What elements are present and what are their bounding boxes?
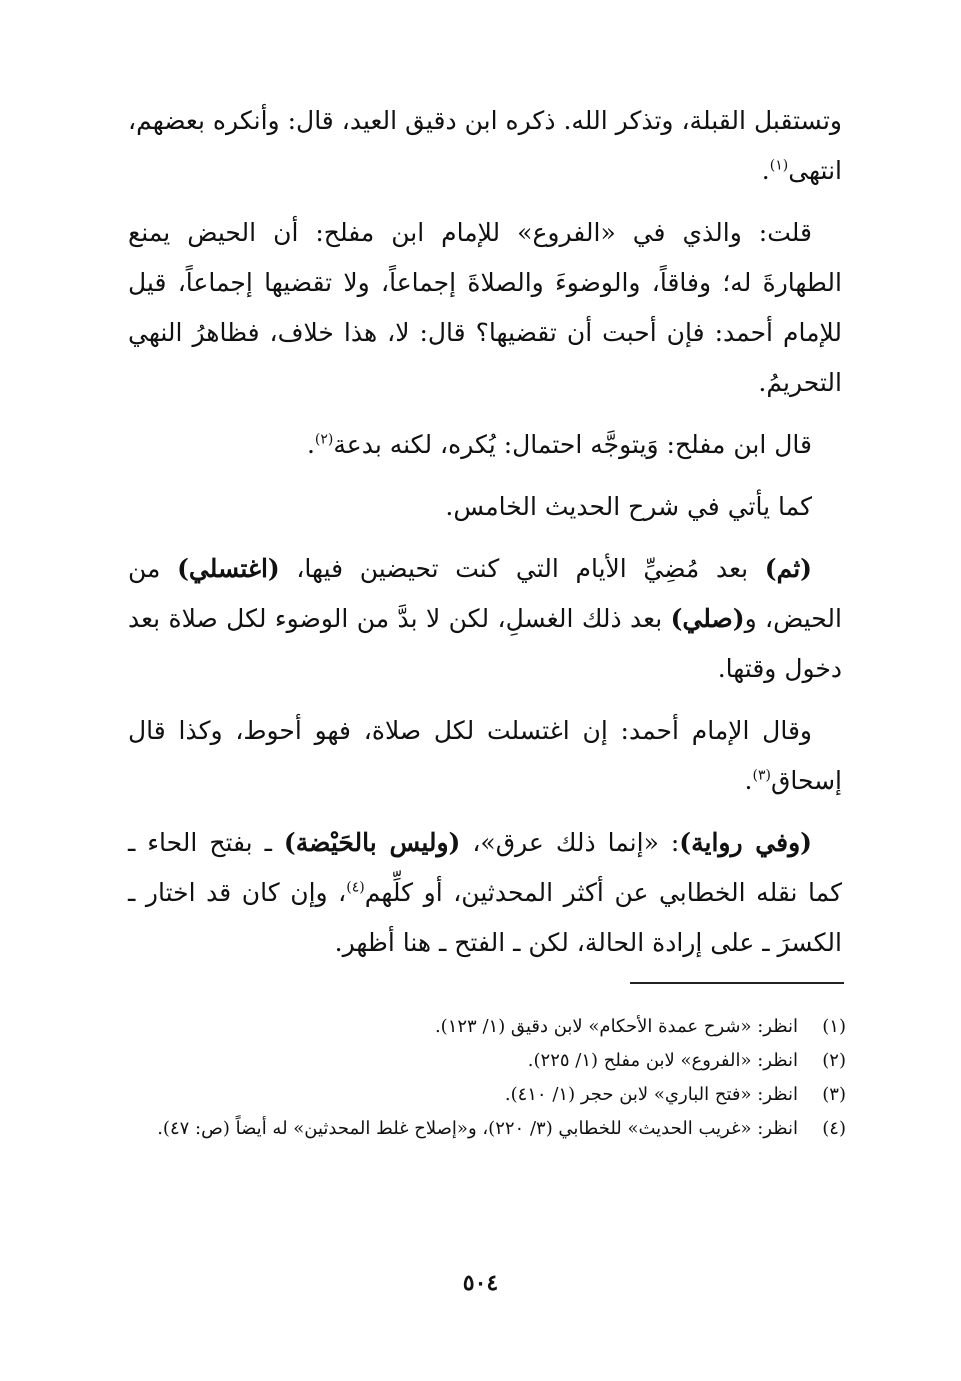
bold-phrase: (وفي رواية) [679, 828, 812, 857]
text-segment: وتستقبل القبلة، وتذكر الله. ذكره ابن دقيق العيد، قال: وأنكره بعضهم، انتهى [128, 106, 842, 185]
paragraph [128, 482, 842, 532]
main-text [128, 96, 842, 980]
footnote-item [128, 1112, 846, 1146]
paragraph [128, 818, 842, 968]
footnote-reference: (٢) [314, 431, 334, 448]
page-number: ٥٠٤ [462, 1270, 499, 1296]
paragraph [128, 706, 842, 806]
footnote-number: (٢) [822, 1050, 846, 1071]
text-segment: قال ابن مفلح: وَيتوجَّه احتمال: يُكره، لكنه بدعة [333, 430, 812, 459]
text-segment: كما يأتي في شرح الحديث الخامس. [445, 492, 812, 521]
footnote-item [128, 1078, 846, 1112]
footnote-number: (١) [822, 1016, 846, 1037]
text-segment: وقال الإمام أحمد: إن اغتسلت لكل صلاة، فهو أحوط، وكذا قال إسحاق [128, 716, 842, 795]
footnote-text: انظر: «فتح الباري» لابن حجر (١/ ٤١٠). [504, 1084, 798, 1105]
text-segment: . [744, 766, 753, 795]
footnotes [128, 1010, 846, 1146]
text-segment: من الحيض، و [128, 554, 842, 633]
footnote-reference: (١) [769, 157, 789, 174]
text-segment: : «إنما ذلك عرق»، [460, 828, 680, 857]
footnote-reference: (٣) [752, 767, 771, 784]
text-segment: قلت: والذي في «الفروع» للإمام ابن مفلح: أن الحيض يمنع الطهارةَ له؛ وفاقاً، والوضوءَ والصلاةَ إجماعاً، ولا تقضيها إجماعاً، قيل للإمام أحمد: فإن أحبت أن تقضيها؟ قال: لا، هذا خلاف، فظاهرُ النهي التحريمُ. [128, 218, 842, 397]
footnote-number: (٤) [822, 1118, 846, 1139]
paragraph [128, 208, 842, 408]
bold-phrase: (ثم) [764, 554, 812, 583]
bold-phrase: (اغتسلي) [177, 554, 280, 583]
footnote-number: (٣) [822, 1084, 846, 1105]
footnote-text: انظر: «شرح عمدة الأحكام» لابن دقيق (١/ ١٢٣). [434, 1016, 798, 1037]
footnote-text: انظر: «الفروع» لابن مفلح (١/ ٢٢٥). [527, 1050, 798, 1071]
bold-phrase: (صلي) [670, 604, 745, 633]
footnote-item [128, 1044, 846, 1078]
text-segment: ، وإن كان قد اختار ـ الكسرَ ـ على إرادة الحالة، لكن ـ الفتح ـ هنا أظهر. [128, 878, 842, 957]
footnote-separator [630, 982, 844, 984]
footnote-text: انظر: «غريب الحديث» للخطابي (٣/ ٢٢٠)، و«إصلاح غلط المحدثين» له أيضاً (ص: ٤٧). [157, 1118, 798, 1139]
paragraph [128, 96, 842, 196]
text-segment: بعد ذلك الغسلِ، لكن لا بدَّ من الوضوء لكل صلاة بعد دخول وقتها. [128, 604, 842, 683]
footnote-reference: (٤) [346, 879, 365, 896]
text-segment: . [761, 156, 770, 185]
paragraph [128, 544, 842, 694]
text-segment: بعد مُضِيِّ الأيام التي كنت تحيضين فيها، [279, 554, 765, 583]
text-segment: ـ بفتح الحاء ـ كما نقله الخطابي عن أكثر المحدثين، أو كلِّهم [128, 828, 843, 907]
footnote-item [128, 1010, 846, 1044]
text-segment: . [306, 430, 315, 459]
paragraph [128, 420, 842, 470]
bold-phrase: (وليس بالحَيْضة) [283, 828, 461, 857]
